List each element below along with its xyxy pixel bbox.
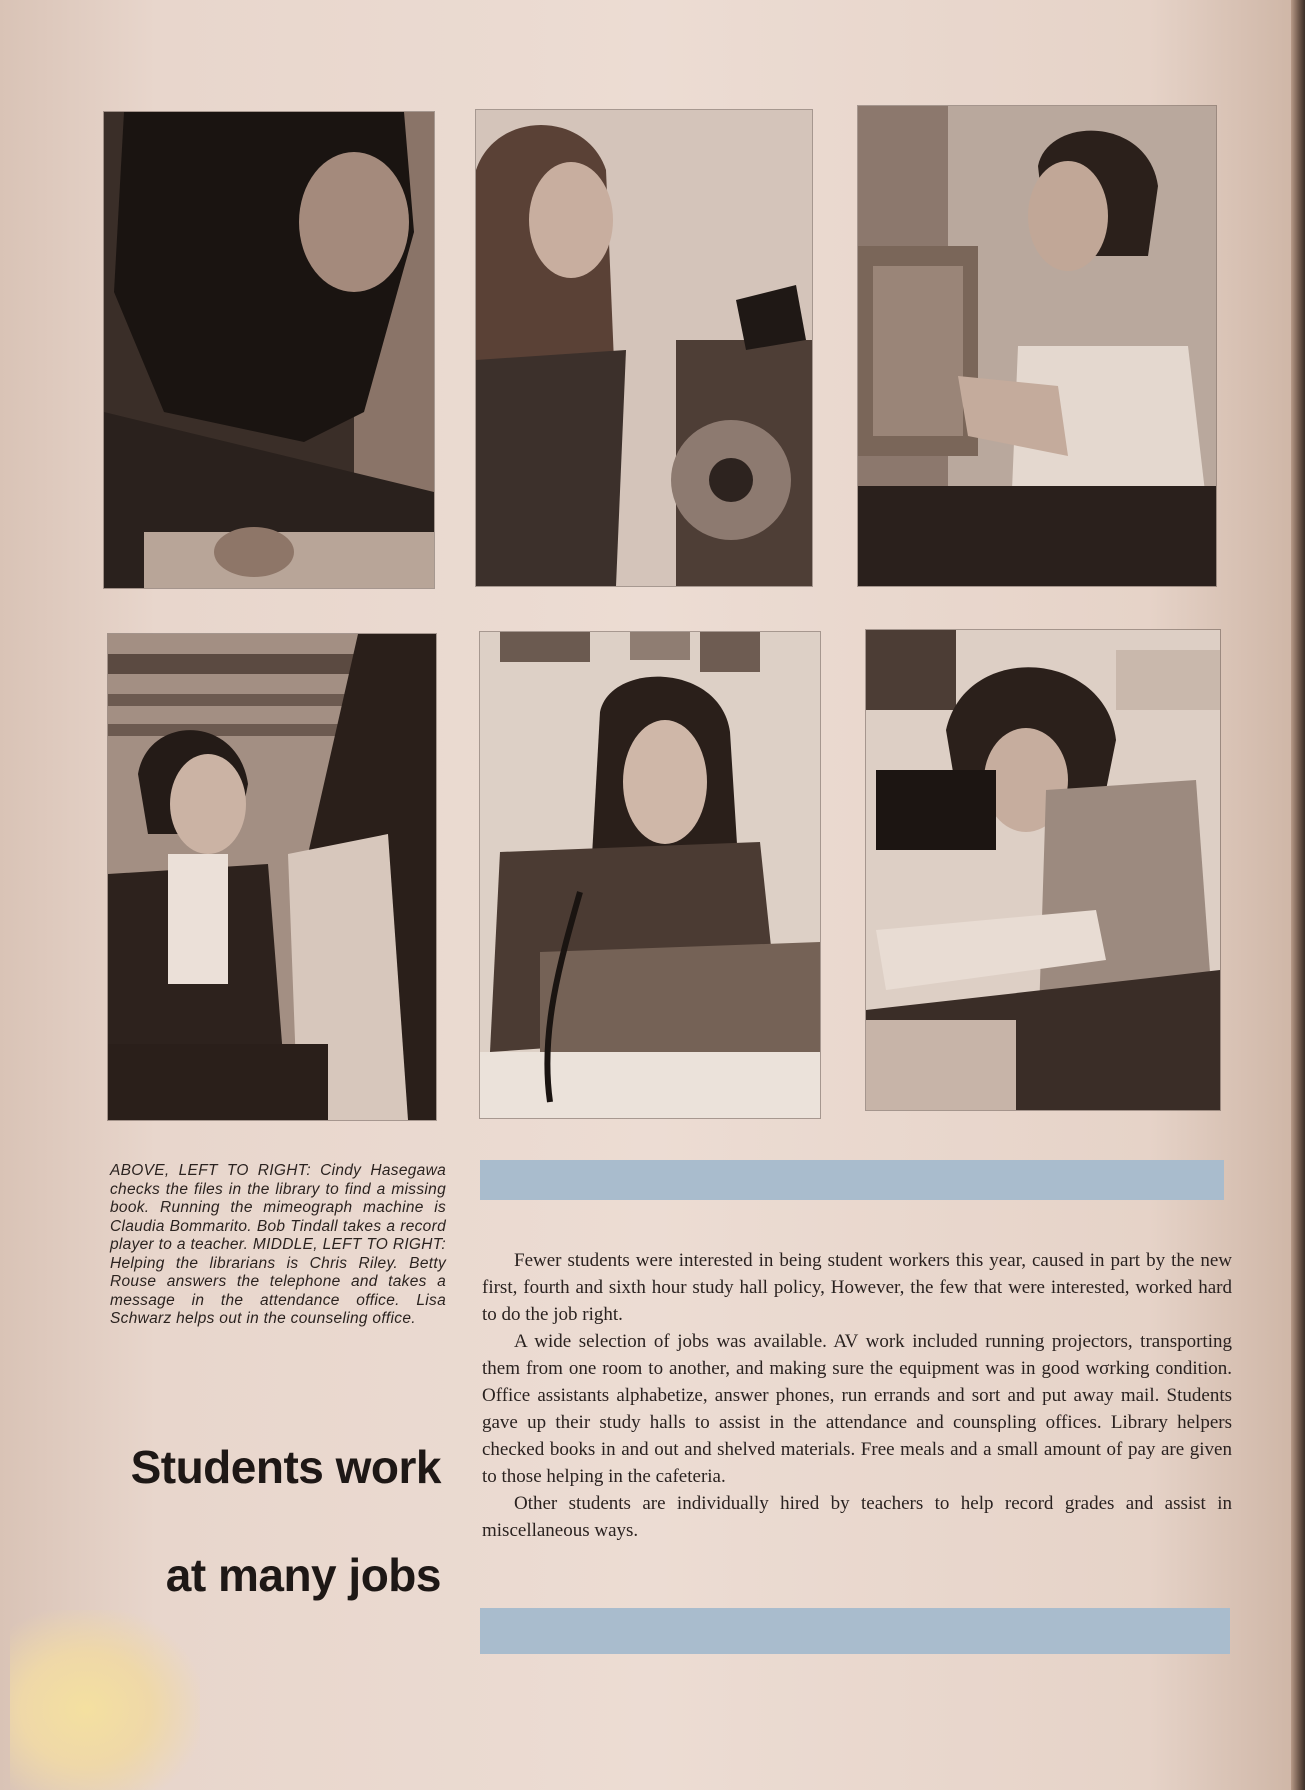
headline-line-at-many-jobs: at many jobs [165,1549,441,1601]
photo-record-player [858,106,1216,586]
paper-stain [10,1610,200,1790]
photo-caption: ABOVE, LEFT TO RIGHT: Cindy Hasegawa checks the files in the library to find a missing book. Running the mimeograph machine is Claudia Bommarito. Bob Tindall takes a record player to a teacher. MIDDLE, LEFT TO RIGHT: Helping the librarians is Chris Riley. Betty Rouse answers the telephone and takes a message in the attendance office. Lisa Schwarz helps out in the counseling office. [110,1162,446,1327]
page-edge [1291,0,1305,1790]
photo-librarians-helper [108,634,436,1120]
article-paragraph-2: A wide selection of jobs was available. AV work included running projectors, transporting them from one room to another, and making sure the equipment was in good wσrking condition. Office assistants alphabetize, answer phones, run errands and sort and put away mail. Students gave up their study halls to assist in the attendance and counsρling offices. Library helpers checked books in and out and shelved materials. Free meals and a small amount of pay are given to those helping in the cafeteria. [482,1331,1232,1487]
photo-counseling-office [866,630,1220,1110]
article-body [482,1247,1232,1544]
article-paragraph-1: Fewer students were interested in being student workers this year, caused in part by the new first, fourth and sixth hour study hall policy, However, the few that were interested, worked hard to do the job right. [482,1250,1232,1325]
photo-cindy-library-files [104,112,434,588]
top-accent-bar [480,1160,1224,1200]
photo-telephone-attendance [480,632,820,1118]
photo-mimeograph-machine [476,110,812,586]
article-paragraph-3: Other students are individually hired by teachers to help record grades and assist in miscellaneous ways. [482,1493,1232,1541]
headline-line-students-work: Students work [130,1441,441,1493]
bottom-accent-bar [480,1608,1230,1654]
